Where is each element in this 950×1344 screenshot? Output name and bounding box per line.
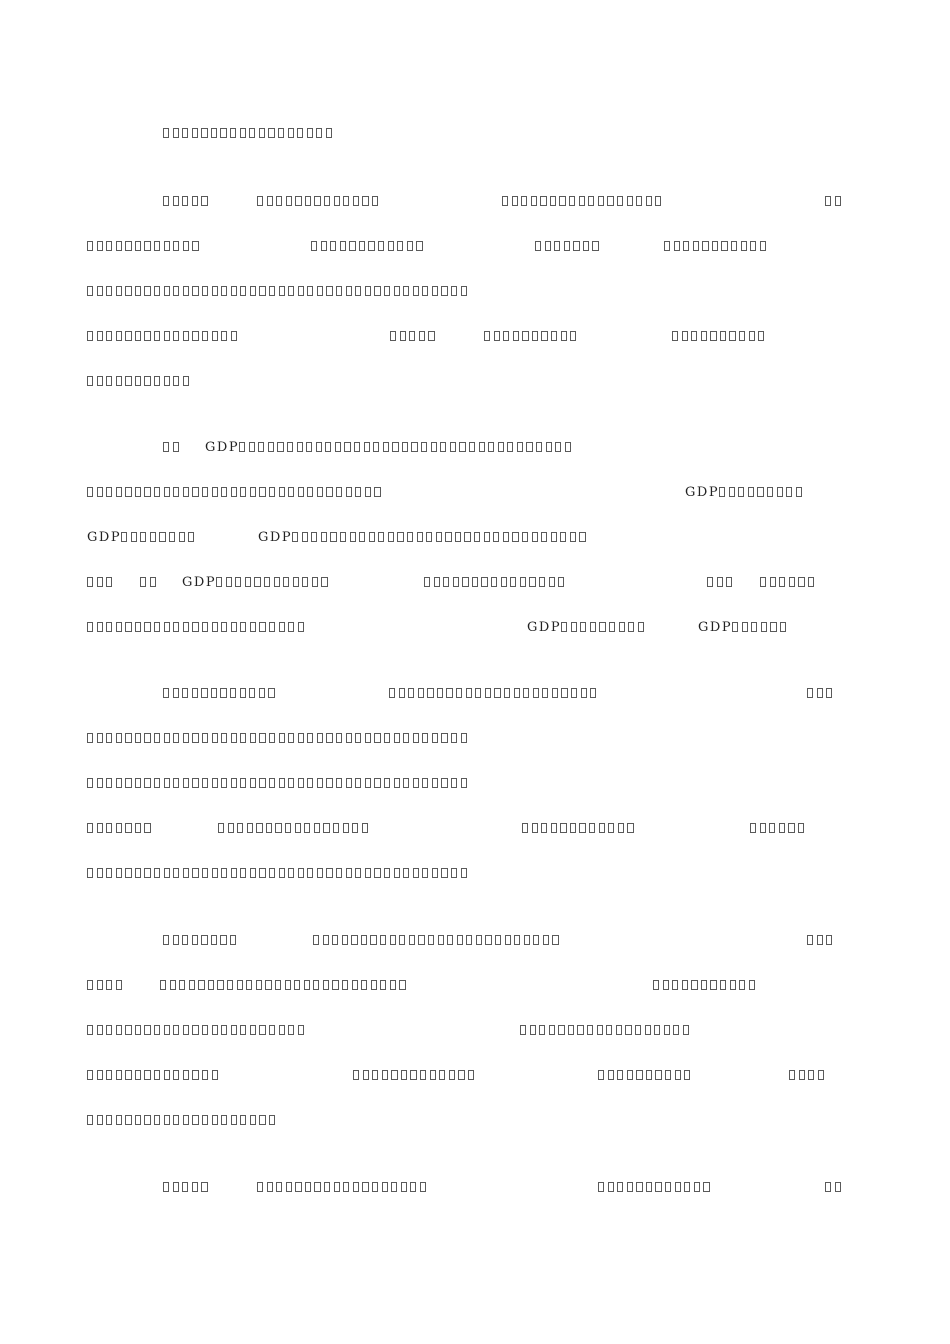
text-segment [353, 1068, 478, 1084]
text-segment [672, 329, 768, 345]
text-segment: GDP [258, 530, 589, 546]
text-segment [653, 978, 758, 994]
text-segment [163, 126, 335, 142]
text-segment [522, 821, 637, 837]
text-segment [87, 284, 470, 300]
text-segment [750, 821, 807, 837]
text-segment [789, 1068, 827, 1084]
text-segment [87, 1113, 279, 1129]
text-segment: GDP [685, 485, 805, 501]
text-segment [707, 575, 736, 591]
text-segment: GDP [87, 530, 198, 546]
text-segment [535, 239, 602, 255]
text-segment: GDP [527, 620, 647, 636]
text-segment [87, 978, 125, 994]
text-segment [424, 575, 568, 591]
text-segment [163, 686, 278, 702]
text-segment: GDP [182, 575, 331, 591]
text-segment [163, 933, 240, 949]
text-segment [87, 1023, 307, 1039]
text-segment [598, 1068, 694, 1084]
text-segment [87, 731, 470, 747]
text-segment [825, 1180, 844, 1196]
text-segment [87, 1068, 221, 1084]
text-segment [807, 686, 836, 702]
text-segment [87, 620, 307, 636]
text-segment [257, 1180, 429, 1196]
text-segment [163, 1180, 211, 1196]
text-segment [502, 194, 665, 210]
text-segment [87, 374, 192, 390]
text-segment [160, 978, 409, 994]
text-segment [257, 194, 382, 210]
text-segment [520, 1023, 692, 1039]
text-segment [825, 194, 844, 210]
text-segment [87, 329, 240, 345]
text-segment [87, 866, 470, 882]
text-segment [163, 440, 182, 456]
text-segment [760, 575, 817, 591]
text-segment [163, 194, 211, 210]
text-segment [313, 933, 562, 949]
text-segment [664, 239, 769, 255]
text-segment [87, 776, 470, 792]
text-segment [87, 575, 116, 591]
text-segment [87, 485, 384, 501]
text-segment: GDP [205, 440, 574, 456]
text-segment [87, 239, 202, 255]
text-segment [311, 239, 426, 255]
text-segment [218, 821, 371, 837]
text-segment [87, 821, 154, 837]
text-segment [140, 575, 159, 591]
text-segment [484, 329, 580, 345]
text-segment [807, 933, 836, 949]
text-segment [390, 329, 438, 345]
text-segment [389, 686, 600, 702]
text-segment: GDP [698, 620, 790, 636]
text-segment [598, 1180, 713, 1196]
